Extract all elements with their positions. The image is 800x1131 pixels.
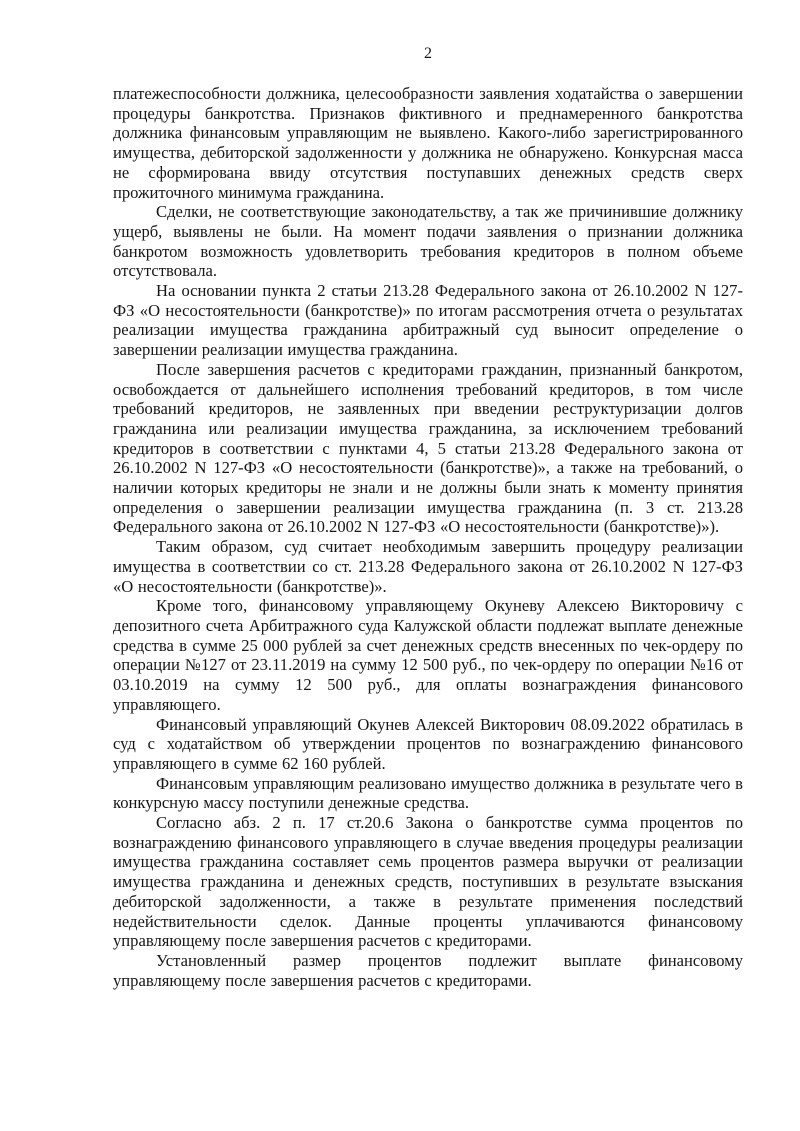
paragraph: платежеспособности должника, целесообразности заявления ходатайства о завершении процедуры банкротства. Признаков фиктивного и преднамеренного банкротства должника финансовым управляющим не выявлено. Какого-либо зарегистрированного имущества, дебиторской задолженности у должника не обнаружено. Конкурсная масса не сформирована ввиду отсутствия поступавших денежных средств сверх прожиточного минимума гражданина.: [113, 84, 743, 202]
paragraph: На основании пункта 2 статьи 213.28 Федерального закона от 26.10.2002 N 127-ФЗ «О несостоятельности (банкротстве)» по итогам рассмотрения отчета о результатах реализации имущества гражданина арбитражный суд выносит определение о завершении реализации имущества гражданина.: [113, 281, 743, 360]
paragraph: После завершения расчетов с кредиторами гражданин, признанный банкротом, освобождается от дальнейшего исполнения требований кредиторов, в том числе требований кредиторов, не заявленных при введении реструктуризации долгов гражданина или реализации имущества гражданина, за исключением требований кредиторов в соответствии с пунктами 4, 5 статьи 213.28 Федерального закона от 26.10.2002 N 127-ФЗ «О несостоятельности (банкротстве)», а также на требований, о наличии которых кредиторы не знали и не должны были знать к моменту принятия определения о завершении реализации имущества гражданина (п. 3 ст. 213.28 Федерального закона от 26.10.2002 N 127-ФЗ «О несостоятельности (банкротстве)»).: [113, 359, 743, 537]
paragraph: Финансовым управляющим реализовано имущество должника в результате чего в конкурсную массу поступили денежные средства.: [113, 773, 743, 813]
paragraph: Кроме того, финансовому управляющему Окуневу Алексею Викторовичу с депозитного счета Арбитражного суда Калужской области подлежат выплате денежные средства в сумме 25 000 рублей за счет денежных средств внесенных по чек-ордеру по операции №127 от 23.11.2019 на сумму 12 500 руб., по чек-ордеру по операции №16 от 03.10.2019 на сумму 12 500 руб., для оплаты вознаграждения финансового управляющего.: [113, 596, 743, 714]
paragraph: Согласно абз. 2 п. 17 ст.20.6 Закона о банкротстве сумма процентов по вознаграждению финансового управляющего в случае введения процедуры реализации имущества гражданина составляет семь процентов размера выручки от реализации имущества гражданина и денежных средств, поступивших в результате взыскания дебиторской задолженности, а также в результате применения последствий недействительности сделок. Данные проценты уплачиваются финансовому управляющему после завершения расчетов с кредиторами.: [113, 813, 743, 951]
paragraph: Финансовый управляющий Окунев Алексей Викторович 08.09.2022 обратилась в суд с ходатайством об утверждении процентов по вознаграждению финансового управляющего в сумме 62 160 рублей.: [113, 714, 743, 773]
paragraph: Таким образом, суд считает необходимым завершить процедуру реализации имущества в соответствии со ст. 213.28 Федерального закона от 26.10.2002 N 127-ФЗ «О несостоятельности (банкротстве)».: [113, 537, 743, 596]
document-body: [113, 84, 743, 990]
page-number: 2: [424, 45, 432, 62]
paragraph: Сделки, не соответствующие законодательству, а так же причинившие должнику ущерб, выявлены не были. На момент подачи заявления о признании должника банкротом возможность удовлетворить требования кредиторов в полном объеме отсутствовала.: [113, 202, 743, 281]
paragraph: Установленный размер процентов подлежит выплате финансовому управляющему после завершения расчетов с кредиторами.: [113, 950, 743, 990]
